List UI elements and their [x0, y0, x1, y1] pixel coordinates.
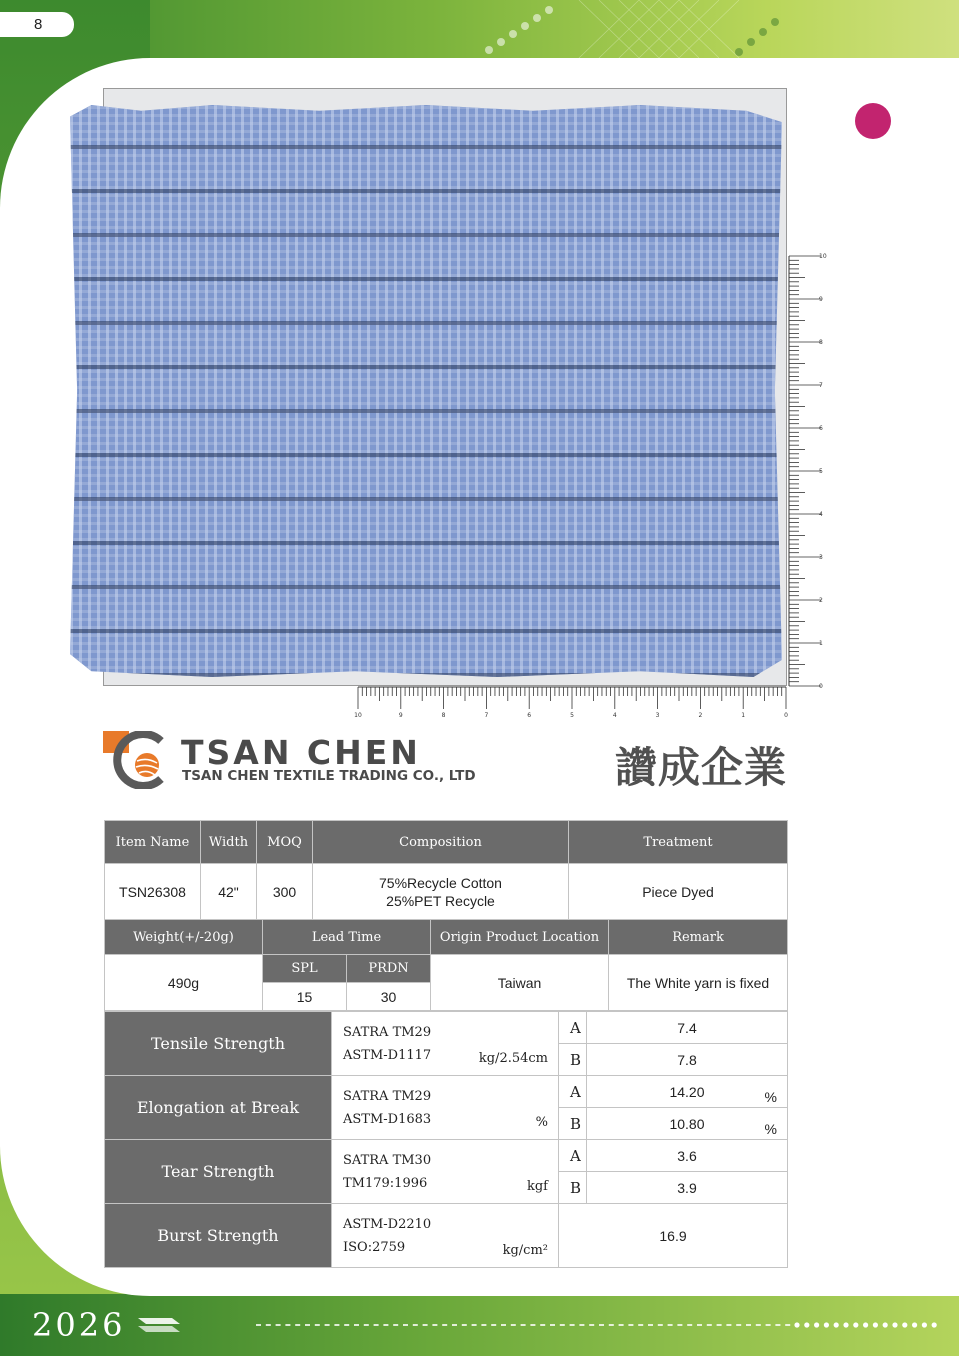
ruler-tick-label: 10: [354, 712, 362, 719]
item-name-value: TSN26308: [105, 864, 201, 920]
test-name-elongation: Elongation at Break: [105, 1076, 332, 1140]
header-origin: Origin Product Location: [431, 920, 609, 955]
company-logo-icon: [103, 731, 169, 789]
ruler-tick-label: 7: [819, 382, 823, 389]
company-name: TSAN CHEN: [181, 733, 421, 772]
year-decoration-icon: [136, 1314, 182, 1336]
test-name-tensile: Tensile Strength: [105, 1012, 332, 1076]
ruler-tick-label: 4: [612, 712, 617, 719]
test-name-burst: Burst Strength: [105, 1204, 332, 1268]
result-label: B: [559, 1172, 587, 1204]
vertical-ruler: [788, 250, 828, 690]
ruler-tick-label: 6: [527, 712, 532, 719]
method-line: ASTM-D1117: [343, 1047, 432, 1063]
company-full-name: TSAN CHEN TEXTILE TRADING CO., LTD: [182, 768, 476, 784]
result-label: A: [559, 1140, 587, 1172]
fabric-swatch-image: [70, 105, 782, 677]
ruler-tick-label: 8: [819, 339, 823, 346]
test-method-tear: [332, 1140, 559, 1204]
header-width: Width: [201, 821, 257, 864]
header-spl: SPL: [263, 955, 347, 983]
ruler-tick-label: 5: [819, 468, 823, 475]
method-line: SATRA TM29: [343, 1088, 432, 1104]
page-number: 8: [0, 12, 74, 37]
method-line: TM179:1996: [343, 1175, 428, 1191]
method-line: SATRA TM30: [343, 1152, 432, 1168]
header-prdn: PRDN: [347, 955, 431, 983]
origin-value: Taiwan: [431, 955, 609, 1011]
ruler-tick-label: 0: [819, 683, 823, 690]
method-line: SATRA TM29: [343, 1024, 432, 1040]
dot-pattern-decoration: [429, 0, 789, 58]
spl-value: 15: [263, 983, 347, 1011]
method-line: ASTM-D2210: [343, 1216, 432, 1232]
ruler-tick-label: 4: [819, 511, 823, 518]
composition-value: [313, 864, 569, 920]
header-weight: Weight(+/-20g): [105, 920, 263, 955]
result-value: 3.9: [587, 1172, 788, 1204]
ruler-tick-label: 1: [741, 712, 746, 719]
test-unit: %: [535, 1115, 548, 1130]
footer-year: 2026: [32, 1306, 126, 1344]
result-value: 7.8: [587, 1044, 788, 1076]
result-value: 10.80: [669, 1115, 705, 1132]
result-suffix: %: [764, 1089, 777, 1105]
result-value: 7.4: [587, 1012, 788, 1044]
ruler-tick-label: 10: [819, 253, 827, 260]
test-method-tensile: [332, 1012, 559, 1076]
test-results-table: [104, 1011, 788, 1268]
company-chinese-name: 讚成企業: [615, 743, 788, 792]
result-suffix: %: [764, 1121, 777, 1137]
test-unit: kg/cm²: [502, 1243, 548, 1258]
test-unit: kgf: [526, 1179, 548, 1194]
test-name-tear: Tear Strength: [105, 1140, 332, 1204]
remark-value: The White yarn is fixed: [609, 955, 788, 1011]
header-composition: Composition: [313, 821, 569, 864]
method-line: ISO:2759: [343, 1239, 406, 1255]
result-cell: [587, 1076, 788, 1108]
test-method-elongation: [332, 1076, 559, 1140]
ruler-tick-label: 7: [484, 712, 489, 719]
ruler-tick-label: 3: [819, 554, 823, 561]
prdn-value: 30: [347, 983, 431, 1011]
result-value: 16.9: [559, 1204, 788, 1268]
result-label: A: [559, 1012, 587, 1044]
result-label: B: [559, 1108, 587, 1140]
result-label: B: [559, 1044, 587, 1076]
header-treatment: Treatment: [569, 821, 788, 864]
header-remark: Remark: [609, 920, 788, 955]
ruler-tick-label: 2: [698, 712, 703, 719]
treatment-value: Piece Dyed: [569, 864, 788, 920]
ruler-tick-label: 9: [398, 712, 403, 719]
header-moq: MOQ: [257, 821, 313, 864]
ruler-tick-label: 6: [819, 425, 823, 432]
header-item-name: Item Name: [105, 821, 201, 864]
method-line: ASTM-D1683: [343, 1111, 432, 1127]
header-lead-time: Lead Time: [263, 920, 431, 955]
composition-line-2: 25%PET Recycle: [386, 892, 495, 909]
composition-line-1: 75%Recycle Cotton: [379, 874, 502, 891]
footer-dotted-line: [255, 1322, 945, 1328]
ruler-tick-label: 3: [655, 712, 660, 719]
test-unit: kg/2.54cm: [478, 1051, 548, 1066]
width-value: 42": [201, 864, 257, 920]
color-indicator-dot: [855, 103, 891, 139]
result-cell: [587, 1108, 788, 1140]
result-value: 14.20: [669, 1083, 705, 1100]
ruler-tick-label: 0: [784, 712, 788, 719]
ruler-tick-label: 2: [819, 597, 823, 604]
production-info-table: [104, 919, 788, 1011]
ruler-tick-label: 8: [441, 712, 446, 719]
moq-value: 300: [257, 864, 313, 920]
horizontal-ruler: [352, 686, 792, 722]
test-method-burst: [332, 1204, 559, 1268]
ruler-tick-label: 5: [570, 712, 574, 719]
product-spec-table: [104, 820, 788, 920]
weight-value: 490g: [105, 955, 263, 1011]
result-value: 3.6: [587, 1140, 788, 1172]
result-label: A: [559, 1076, 587, 1108]
ruler-tick-label: 1: [819, 640, 823, 647]
ruler-tick-label: 9: [819, 296, 823, 303]
